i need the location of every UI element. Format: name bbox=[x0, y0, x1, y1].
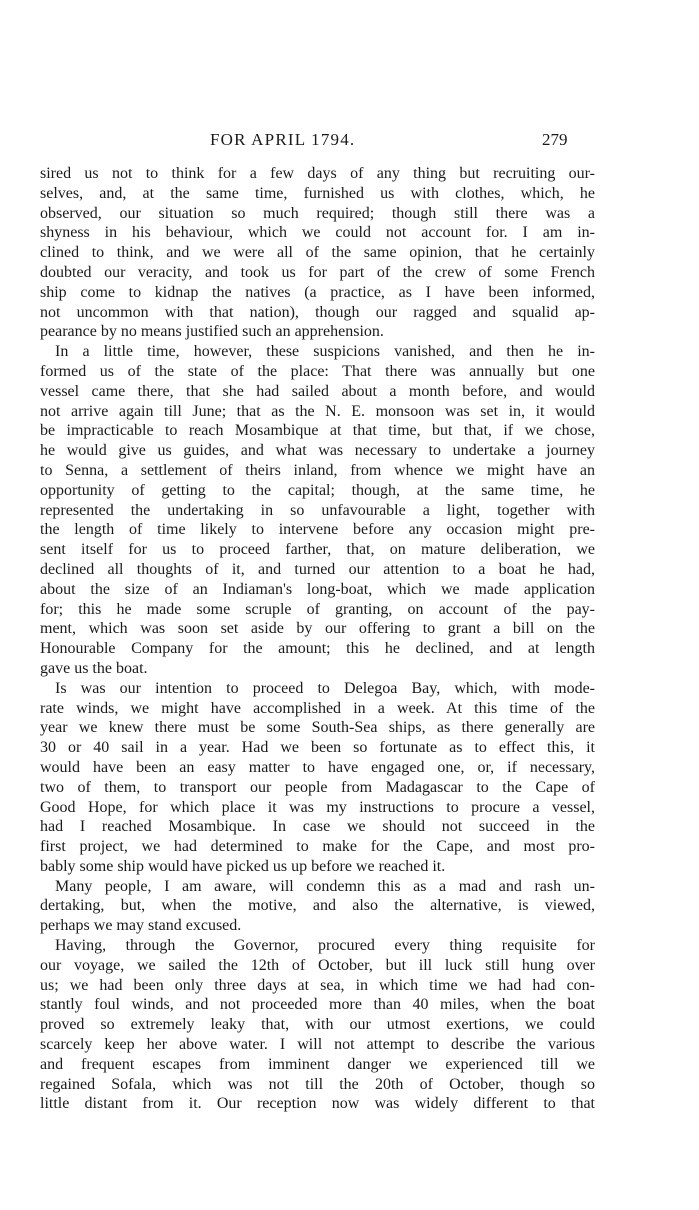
text-line: bably some ship would have picked us up before we reached it. bbox=[40, 857, 446, 875]
text-line: little distant from it. Our reception now was widely different to that bbox=[40, 1095, 595, 1113]
text-line: the length of time likely to intervene before any occasion might pre- bbox=[40, 521, 595, 539]
text-line: pearance by no means justified such an apprehension. bbox=[40, 323, 384, 341]
text-line: perhaps we may stand excused. bbox=[40, 917, 242, 935]
text-line: not arrive again till June; that as the N. E. monsoon was set in, it would bbox=[40, 402, 595, 420]
text-line: and frequent escapes from imminent danger we experienced till we bbox=[40, 1055, 595, 1073]
text-line: rate winds, we might have accomplished in a week. At this time of the bbox=[40, 699, 595, 717]
text-line: to Senna, a settlement of theirs inland, from whence we might have an bbox=[40, 461, 595, 479]
text-line: clined to think, and we were all of the same opinion, that he certainly bbox=[40, 244, 595, 262]
text-line: In a little time, however, these suspicions vanished, and then he in- bbox=[55, 343, 595, 361]
text-line: Good Hope, for which place it was my instructions to procure a vessel, bbox=[40, 798, 595, 816]
text-line: about the size of an Indiaman's long-boat, which we made application bbox=[40, 580, 595, 598]
text-line: for; this he made some scruple of granting, on account of the pay- bbox=[40, 600, 595, 618]
text-line: shyness in his behaviour, which we could not account for. I am in- bbox=[40, 224, 595, 242]
text-line: not uncommon with that nation), though our ragged and squalid ap- bbox=[40, 303, 595, 321]
text-line: he would give us guides, and what was necessary to undertake a journey bbox=[40, 442, 595, 460]
text-line: ment, which was soon set aside by our offering to grant a bill on the bbox=[40, 620, 595, 638]
text-line: be impracticable to reach Mosambique at that time, but that, if we chose, bbox=[40, 422, 595, 440]
text-line: regained Sofala, which was not till the 20th of October, though so bbox=[40, 1075, 595, 1093]
page-number: 279 bbox=[542, 130, 568, 149]
text-line: opportunity of getting to the capital; though, at the same time, he bbox=[40, 481, 595, 499]
text-line: observed, our situation so much required; though still there was a bbox=[40, 204, 595, 222]
text-line: had I reached Mosambique. In case we should not succeed in the bbox=[40, 818, 595, 836]
text-line: sent itself for us to proceed farther, that, on mature deliberation, we bbox=[40, 541, 595, 559]
text-line: sired us not to think for a few days of any thing but recruiting our- bbox=[40, 165, 595, 182]
text-line: first project, we had determined to make for the Cape, and most pro- bbox=[40, 838, 595, 856]
text-line: Honourable Company for the amount; this he declined, and at length bbox=[40, 640, 595, 658]
text-line: declined all thoughts of it, and turned our attention to a boat he had, bbox=[40, 560, 595, 578]
text-line: Having, through the Governor, procured every thing requisite for bbox=[55, 937, 595, 955]
text-line: dertaking, but, when the motive, and also the alternative, is viewed, bbox=[40, 897, 595, 915]
text-line: Is was our intention to proceed to Delegoa Bay, which, with mode- bbox=[55, 679, 595, 697]
text-line: 30 or 40 sail in a year. Had we been so fortunate as to effect this, it bbox=[40, 739, 595, 757]
text-line: represented the undertaking in so unfavourable a light, together with bbox=[40, 501, 595, 519]
text-line: our voyage, we sailed the 12th of October, but ill luck still hung over bbox=[40, 956, 595, 974]
text-line: two of them, to transport our people from Madagascar to the Cape of bbox=[40, 778, 595, 796]
text-line: formed us of the state of the place: That there was annually but one bbox=[40, 362, 595, 380]
page-header bbox=[0, 130, 699, 154]
running-head: FOR APRIL 1794. bbox=[210, 130, 356, 149]
text-line: doubted our veracity, and took us for part of the crew of some French bbox=[40, 263, 595, 281]
body-text bbox=[40, 164, 595, 1114]
text-line: ship come to kidnap the natives (a practice, as I have been informed, bbox=[40, 283, 595, 301]
text-line: us; we had been only three days at sea, in which time we had had con- bbox=[40, 976, 595, 994]
text-line: proved so extremely leaky that, with our utmost exertions, we could bbox=[40, 1016, 595, 1034]
text-line: Many people, I am aware, will condemn this as a mad and rash un- bbox=[55, 877, 595, 895]
text-line: gave us the boat. bbox=[40, 659, 148, 677]
text-line: would have been an easy matter to have engaged one, or, if necessary, bbox=[40, 758, 595, 776]
text-line: vessel came there, that she had sailed about a month before, and would bbox=[40, 382, 595, 400]
text-line: stantly foul winds, and not proceeded more than 40 miles, when the boat bbox=[40, 996, 595, 1014]
text-line: scarcely keep her above water. I will not attempt to describe the various bbox=[40, 1036, 595, 1054]
text-line: year we knew there must be some South-Sea ships, as there generally are bbox=[40, 719, 595, 737]
text-line: selves, and, at the same time, furnished us with clothes, which, he bbox=[40, 184, 595, 202]
